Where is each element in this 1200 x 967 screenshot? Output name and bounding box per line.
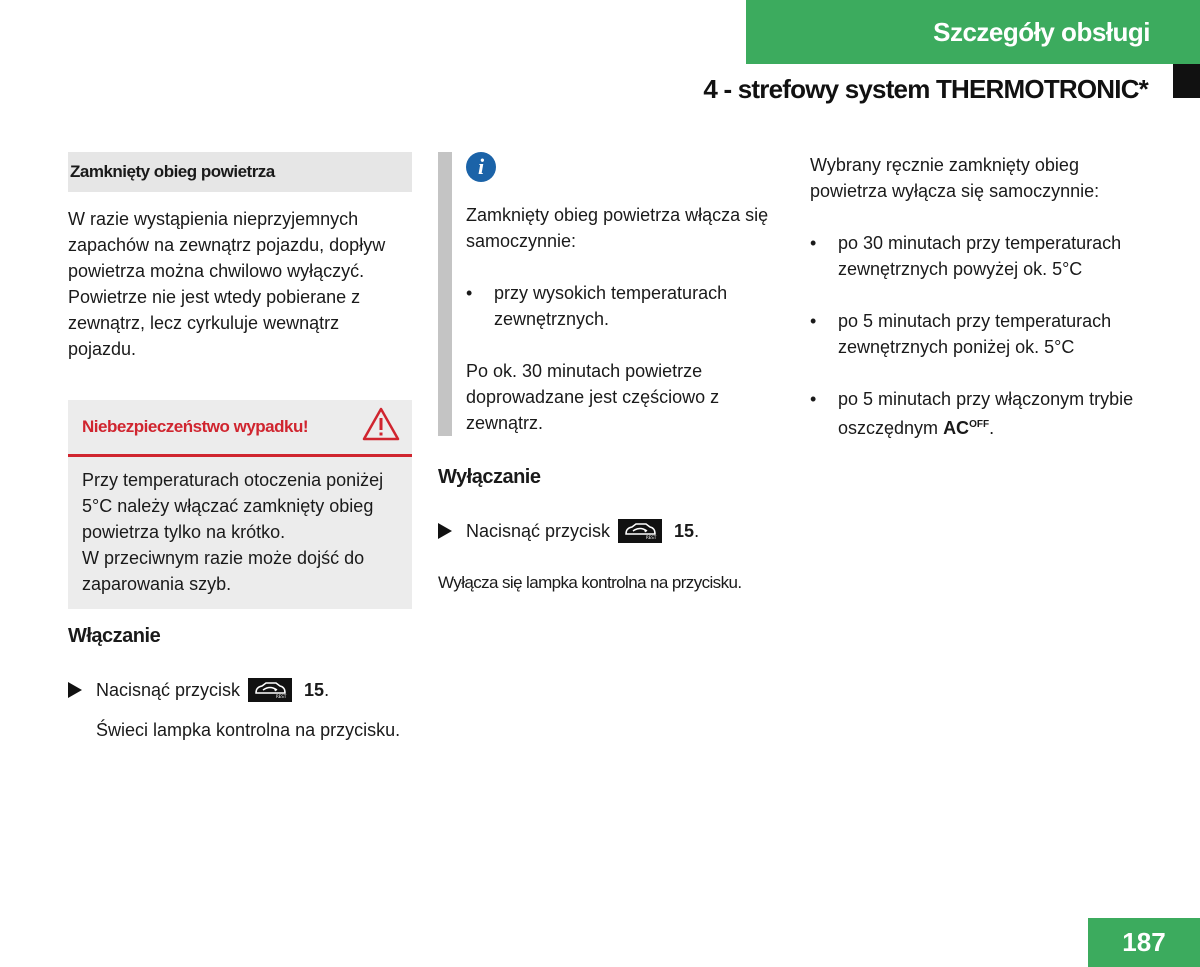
thumb-index-mark	[1173, 64, 1200, 98]
intro-paragraph: W razie wystąpienia nieprzyjemnych zapachów na zewnątrz pojazdu, dopływ powietrza można chwilowo wyłączyć. Powietrze nie jest wtedy pobierane z zewnątrz, lecz cyrkuluje wewnątrz pojazdu.	[68, 209, 386, 359]
warning-text-2: W przeciwnym razie może dojść do zaparowania szyb.	[82, 548, 365, 594]
step-off: Nacisnąć przycisk REST 15 .	[438, 518, 788, 544]
intro-paragraph: Wybrany ręcznie zamknięty obieg powietrza wyłącza się samoczynnie:	[810, 155, 1100, 201]
column-right	[810, 152, 1160, 441]
step-text: Nacisnąć przycisk	[466, 521, 611, 541]
step-ref: 15	[304, 680, 325, 700]
bullet-list	[810, 230, 1160, 441]
warning-triangle-icon	[362, 406, 400, 449]
warning-body	[68, 457, 412, 609]
subhead-box	[68, 152, 412, 192]
recirculation-button-icon	[248, 678, 292, 702]
step-result: Świeci lampka kontrolna na przycisku.	[96, 720, 401, 740]
warning-title: Niebezpieczeństwo wypadku!	[82, 417, 308, 436]
info-bullet: • przy wysokich temperaturach zewnętrznych.	[466, 280, 788, 332]
warning-text-1: Przy temperaturach otoczenia poniżej 5°C należy włączać zamknięty obieg powietrza tylko na krótko.	[82, 470, 384, 542]
section-head-off: Wyłączanie	[438, 466, 541, 488]
step-text: Nacisnąć przycisk	[96, 680, 241, 700]
section-tab	[746, 0, 1200, 64]
bullet-item: • po 5 minutach przy temperaturach zewnętrznych poniżej ok. 5°C	[810, 308, 1160, 360]
section-head-on: Włączanie	[68, 625, 161, 647]
ac-label: AC	[943, 418, 970, 438]
page-title: 4 - strefowy system THERMOTRONIC*	[703, 74, 1148, 104]
warning-box	[68, 400, 412, 609]
info-after: Po ok. 30 minutach powietrze doprowadzane jest częściowo z zewnątrz.	[466, 361, 720, 433]
svg-text:REST: REST	[646, 535, 657, 540]
step-on: Nacisnąć przycisk REST 15 .	[68, 677, 412, 703]
info-bar	[438, 152, 452, 436]
recirculation-button-icon	[618, 519, 662, 543]
column-middle	[438, 152, 788, 596]
step-arrow-icon	[438, 523, 452, 539]
info-box	[438, 152, 788, 436]
step-arrow-icon	[68, 682, 82, 698]
info-intro: Zamknięty obieg powietrza włącza się samoczynnie:	[466, 205, 769, 251]
off-label: OFF	[969, 419, 990, 430]
svg-text:REST: REST	[276, 694, 287, 699]
bullet-item: • po 5 minutach przy włączonym trybie oszczędnym $AC^{OFF}$.	[810, 386, 1160, 441]
step-ref: 15	[674, 521, 695, 541]
bullet-text: po 5 minutach przy włączonym trybie oszczędnym	[838, 389, 1134, 438]
info-bullets	[466, 280, 788, 332]
info-icon: i	[466, 152, 496, 182]
subhead: Zamknięty obieg powietrza	[70, 162, 275, 181]
step-result: Wyłącza się lampka kontrolna na przycisku.	[438, 573, 742, 592]
warning-header	[68, 400, 412, 457]
column-left	[68, 152, 412, 743]
bullet-item: • po 30 minutach przy temperaturach zewnętrznych powyżej ok. 5°C	[810, 230, 1160, 282]
page-number: 187	[1088, 918, 1200, 967]
section-title: Szczegóły obsługi	[933, 16, 1150, 47]
